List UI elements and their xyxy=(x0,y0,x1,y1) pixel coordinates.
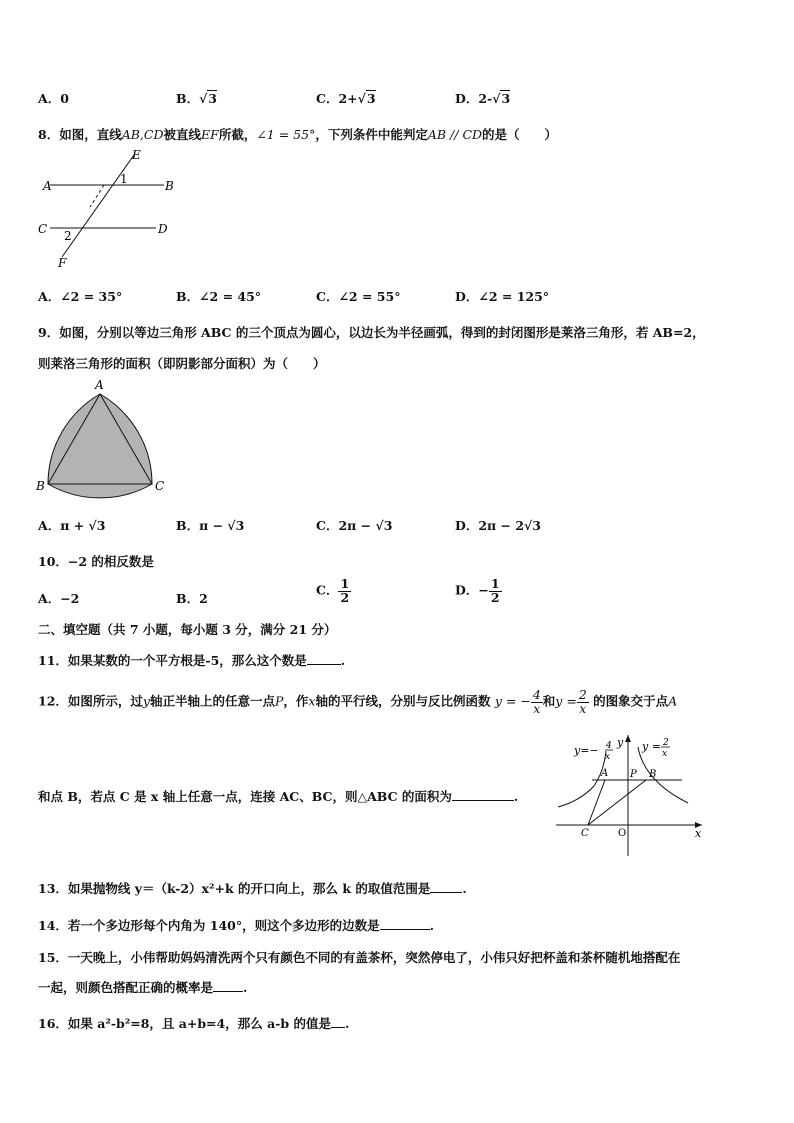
q10-option-d: D．− $\frac{1}{2}$ xyxy=(455,576,500,605)
q8-stem: 8．如图，直线AB,CD被直线EF所截，∠1 = 55°，下列条件中能判定AB // CD的是（ ） xyxy=(38,127,558,142)
q9-label-b: B xyxy=(36,479,45,493)
q16-stem: 16．如果 a²-b²=8，且 a+b=4，那么 a-b 的值是 . xyxy=(38,1016,350,1031)
q8-label-c: C xyxy=(38,222,48,236)
q9-option-b: B．π − √3 xyxy=(176,518,245,533)
q11-answer-blank[interactable] xyxy=(307,652,341,665)
q11-stem: 11．如果某数的一个平方根是-5，那么这个数是 . xyxy=(38,653,346,668)
q13-stem: 13．如果抛物线 y＝（k-2）x²+k 的开口向上，那么 k 的取值范围是 . xyxy=(38,881,467,896)
q13-answer-blank[interactable] xyxy=(430,880,462,893)
q10-option-c: C． $\frac{1}{2}$ xyxy=(316,576,350,605)
section-2-heading: 二、填空题（共 7 小题，每小题 3 分，满分 21 分） xyxy=(38,622,337,637)
q9-stem-line1: 9．如图，分别以等边三角形 ABC 的三个顶点为圆心，以边长为半径画弧，得到的封闭图形是莱洛三角形，若 AB=2， xyxy=(38,325,705,340)
q8-figure xyxy=(34,145,184,273)
q12-fig-label-x: x xyxy=(695,827,702,840)
q8-label-a: A xyxy=(43,179,52,193)
q9-label-c: C xyxy=(155,479,165,493)
q8-option-a: A．∠2 = 35° xyxy=(38,289,123,304)
q8-option-b: B．∠2 = 45° xyxy=(176,289,262,304)
q12-fig-label-b: B xyxy=(649,769,657,780)
q15-answer-blank[interactable] xyxy=(213,979,243,992)
q15-stem-line2: 一起，则颜色搭配正确的概率是 . xyxy=(38,980,248,995)
q12-fig-func2-den: x xyxy=(662,749,668,759)
q12-fig-func2-num: 2 xyxy=(663,738,669,748)
q12-fig-label-a: A xyxy=(601,768,609,779)
q12-stem-line1: 12．如图所示，过y轴正半轴上的任意一点P，作x轴的平行线，分别与反比例函数 y = − $\frac{4}{x}$ 和y = $\frac{2}{x}$ 的图象交于点A xyxy=(38,687,678,716)
q12-fig-label-p: P xyxy=(630,769,637,780)
q12-answer-blank[interactable] xyxy=(452,788,514,801)
q12-fig-func1: y=− xyxy=(574,744,599,757)
q8-option-d: D．∠2 = 125° xyxy=(455,289,550,304)
q9-option-d: D．2π − 2√3 xyxy=(455,518,541,533)
q8-label-1: 1 xyxy=(120,172,128,186)
q8-option-c: C．∠2 = 55° xyxy=(316,289,401,304)
q7-option-a: A．0 xyxy=(38,91,69,106)
q10-option-a: A．−2 xyxy=(38,591,80,606)
q15-stem-line1: 15．一天晚上，小伟帮助妈妈清洗两个只有颜色不同的有盖茶杯，突然停电了，小伟只好把杯盖和茶杯随机地搭配在 xyxy=(38,950,681,965)
q12-fig-label-o: O xyxy=(618,828,627,839)
q9-stem-line2: 则莱洛三角形的面积（即阴影部分面积）为（ ） xyxy=(38,356,326,371)
q9-reuleaux-figure xyxy=(32,374,172,499)
q9-option-a: A．π + √3 xyxy=(38,518,106,533)
q9-option-c: C．2π − √3 xyxy=(316,518,393,533)
q12-fig-func2: y = xyxy=(642,740,661,753)
q7-option-d: D．2-√3 xyxy=(455,91,511,106)
q14-answer-blank[interactable] xyxy=(380,917,430,930)
q12-stem-line2: 和点 B，若点 C 是 x 轴上任意一点，连接 AC、BC，则△ABC 的面积为 . xyxy=(38,789,519,804)
q7-option-b: B．√3 xyxy=(176,91,217,106)
q12-fig-func1-den: x xyxy=(605,752,611,762)
q12-graph-figure xyxy=(556,733,706,859)
q7-option-c: C．2+√3 xyxy=(316,91,376,106)
q8-label-e: E xyxy=(132,148,141,162)
q14-stem: 14．若一个多边形每个内角为 140°，则这个多边形的边数是 . xyxy=(38,918,434,933)
q8-label-f: F xyxy=(58,256,67,270)
q12-fig-yaxis: y xyxy=(617,736,624,749)
q12-fig-label-c: C xyxy=(581,828,589,839)
q9-label-a: A xyxy=(95,378,104,392)
q10-option-b: B．2 xyxy=(176,591,208,606)
q16-answer-blank[interactable] xyxy=(331,1015,345,1028)
q8-label-2: 2 xyxy=(64,229,72,243)
q8-label-d: D xyxy=(158,222,168,236)
q10-stem: 10．−2 的相反数是 xyxy=(38,554,154,569)
q8-label-b: B xyxy=(165,179,174,193)
q12-fig-func1-num: 4 xyxy=(606,741,612,751)
